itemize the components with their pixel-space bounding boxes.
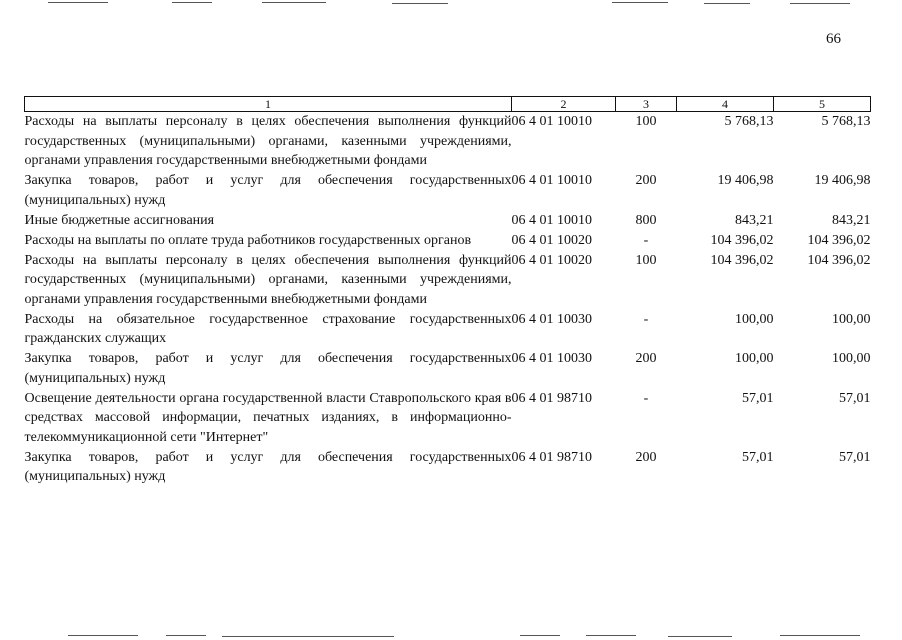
amount-column-4: 104 396,02 [710, 252, 774, 268]
expense-name: Иные бюджетные ассигнования [24, 212, 215, 228]
amount-column-5: 843,21 [832, 212, 871, 228]
scan-edge-line [704, 3, 750, 4]
page-number: 66 [826, 31, 841, 47]
scan-edge-line [222, 636, 394, 637]
table-row [25, 349, 871, 389]
amount-column-5: 100,00 [832, 311, 871, 327]
classification-code: 06 4 01 10020 [511, 232, 592, 248]
budget-table [24, 96, 871, 487]
table-row [25, 231, 871, 251]
scan-edge-line [262, 2, 326, 3]
expense-type: 200 [635, 449, 657, 465]
amount-column-5: 104 396,02 [807, 252, 871, 268]
scan-edge-line [790, 3, 850, 4]
table-row [25, 448, 871, 488]
table-row [25, 251, 871, 310]
scan-edge-line [172, 2, 212, 3]
amount-column-4: 19 406,98 [717, 173, 774, 188]
amount-column-4: 100,00 [735, 311, 774, 327]
amount-column-5: 57,01 [839, 449, 871, 465]
expense-name: Освещение деятельности органа государственной власти Ставропольского края в средствах массовой информации, печатных изданиях, в информационно-телекоммуникационной сети "Интернет" [24, 390, 512, 445]
scan-edge-line [780, 635, 860, 636]
column-header-1: 1 [25, 97, 512, 112]
table-row [25, 389, 871, 448]
classification-code: 06 4 01 10010 [511, 212, 592, 228]
classification-code: 06 4 01 98710 [511, 390, 592, 406]
expense-name: Расходы на выплаты персоналу в целях обеспечения выполнения функций государственных (муниципальными) органами, казенными учреждениями, органами управления государственными внебюджетными фондами [24, 252, 512, 307]
classification-code: 06 4 01 10010 [511, 173, 592, 188]
scan-edge-line [520, 635, 560, 636]
scan-edge-line [166, 635, 206, 636]
classification-code: 06 4 01 10030 [511, 311, 592, 327]
expense-type: - [643, 232, 649, 248]
expense-type: 200 [635, 351, 657, 366]
amount-column-4: 57,01 [742, 449, 774, 465]
amount-column-4: 100,00 [735, 351, 774, 366]
expense-type: 200 [635, 173, 657, 188]
table-row [25, 171, 871, 211]
expense-name: Расходы на обязательное государственное страхование государственных гражданских служащих [24, 311, 512, 346]
column-header-5: 5 [774, 97, 871, 112]
expense-name: Закупка товаров, работ и услуг для обеспечения государственных (муниципальных) нужд [24, 173, 512, 208]
expense-type: 100 [635, 114, 657, 129]
classification-code: 06 4 01 10020 [511, 252, 592, 268]
scan-edge-line [68, 635, 138, 636]
expense-type: - [643, 311, 649, 327]
expense-name: Закупка товаров, работ и услуг для обеспечения государственных (муниципальных) нужд [24, 351, 512, 386]
column-header-3: 3 [616, 97, 677, 112]
amount-column-4: 104 396,02 [710, 232, 774, 248]
amount-column-4: 843,21 [735, 212, 774, 228]
scan-edge-line [612, 2, 668, 3]
expense-name: Расходы на выплаты по оплате труда работников государственных органов [24, 232, 472, 248]
amount-column-5: 104 396,02 [807, 232, 871, 248]
column-header-4: 4 [677, 97, 774, 112]
table-header-row [25, 97, 871, 112]
expense-type: 100 [635, 252, 657, 268]
amount-column-5: 100,00 [832, 351, 871, 366]
expense-name: Закупка товаров, работ и услуг для обеспечения государственных (муниципальных) нужд [24, 449, 512, 484]
expense-type: - [643, 390, 649, 406]
table-row [25, 112, 871, 172]
classification-code: 06 4 01 10030 [511, 351, 592, 366]
column-header-2: 2 [512, 97, 616, 112]
table-row [25, 310, 871, 350]
expense-name: Расходы на выплаты персоналу в целях обеспечения выполнения функций государственных (муниципальными) органами, казенными учреждениями, органами управления государственными внебюджетными фондами [24, 114, 512, 168]
table-row [25, 211, 871, 231]
amount-column-5: 19 406,98 [814, 173, 871, 188]
scan-edge-line [586, 635, 636, 636]
scan-edge-line [668, 636, 732, 637]
scan-edge-line [48, 2, 108, 3]
amount-column-5: 57,01 [839, 390, 871, 406]
scan-edge-line [392, 3, 448, 4]
amount-column-5: 5 768,13 [821, 114, 871, 129]
expense-type: 800 [635, 212, 657, 228]
amount-column-4: 57,01 [742, 390, 774, 406]
amount-column-4: 5 768,13 [724, 114, 774, 129]
classification-code: 06 4 01 10010 [511, 114, 592, 129]
classification-code: 06 4 01 98710 [511, 449, 592, 465]
